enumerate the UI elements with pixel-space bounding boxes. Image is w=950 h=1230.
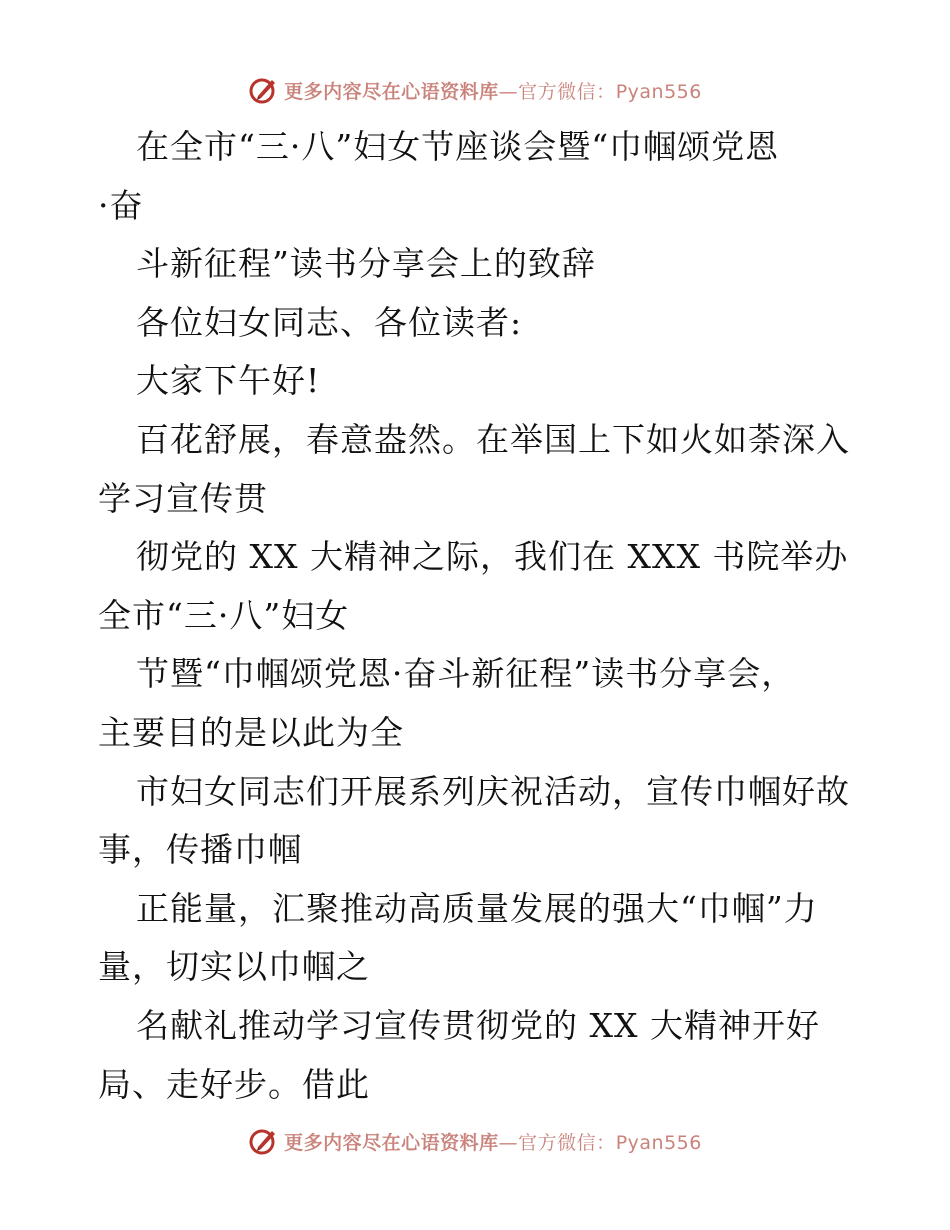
paragraph-line: 量，切实以巾帼之 (98, 947, 370, 987)
paragraph-line: 名献礼推动学习宣传贯彻党的 XX 大精神开好 (136, 1005, 820, 1045)
salutation-line: 各位妇女同志、各位读者: (136, 302, 523, 342)
banner-sub-text: 官方微信： (518, 1131, 616, 1154)
title-line-3: 斗新征程”读书分享会上的致辞 (136, 244, 596, 284)
paragraph-line: 彻党的 XX 大精神之际，我们在 XXX 书院举办 (136, 537, 849, 577)
banner-dash: — (498, 1131, 519, 1154)
greeting-line: 大家下午好! (136, 361, 321, 401)
banner-dash: — (498, 80, 519, 103)
document-body (98, 118, 858, 1114)
banner-sub-text: 官方微信： (518, 80, 616, 103)
paragraph-line: 主要目的是以此为全 (98, 712, 404, 752)
paragraph-line: 局、走好步。借此 (98, 1064, 370, 1104)
paragraph-line: 事，传播巾帼 (98, 830, 302, 870)
banner-wechat-id: Pyan556 (615, 80, 702, 103)
paragraph-line: 正能量，汇聚推动高质量发展的强大“巾帼”力 (136, 888, 818, 928)
paragraph-line: 市妇女同志们开展系列庆祝活动，宣传巾帼好故 (136, 771, 850, 811)
paragraph-line: 节暨“巾帼颂党恩·奋斗新征程”读书分享会， (136, 654, 796, 694)
title-line-1: 在全市“三·八”妇女节座谈会暨“巾帼颂党恩 (136, 127, 780, 166)
banner-main-text: 更多内容尽在心语资料库 (284, 80, 499, 103)
paragraph-line: 百花舒展，春意盎然。在举国上下如火如荼深入 (136, 419, 850, 459)
pen-logo-icon (248, 75, 278, 105)
banner-wechat-id: Pyan556 (615, 1131, 702, 1154)
footer-watermark-banner (0, 1121, 950, 1161)
pen-logo-icon (248, 1126, 278, 1156)
header-watermark-banner (0, 70, 950, 110)
paragraph-line: 学习宣传贯 (98, 478, 268, 518)
banner-main-text: 更多内容尽在心语资料库 (284, 1131, 499, 1154)
title-line-2: ·奋 (98, 185, 144, 225)
paragraph-line: 全市“三·八”妇女 (98, 595, 350, 635)
